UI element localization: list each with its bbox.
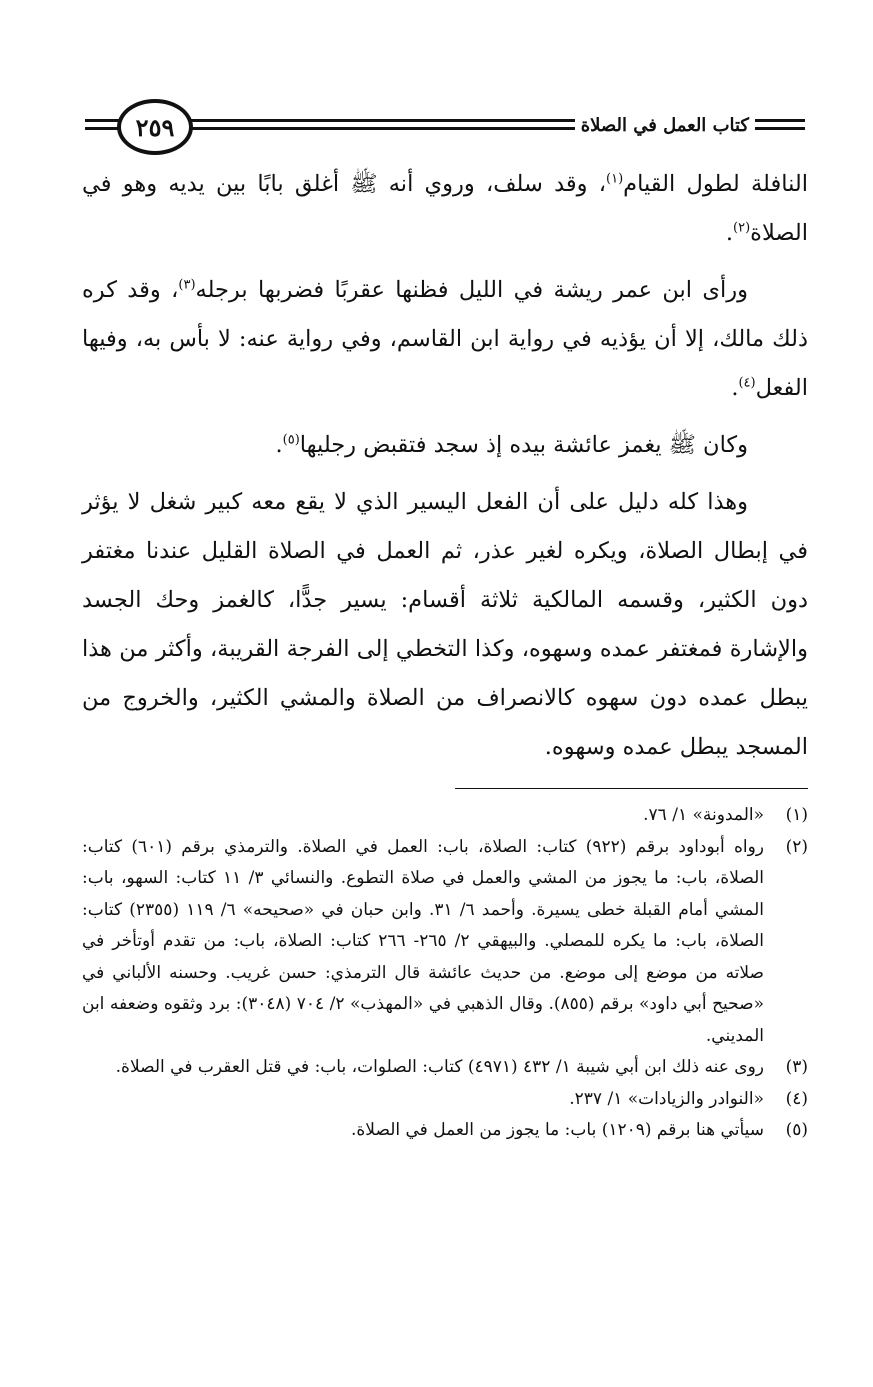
p3-text-c: . — [275, 432, 283, 458]
footnote-number: (٥) — [785, 1120, 808, 1140]
footnotes — [82, 800, 808, 1147]
footnote-text: سيأتي هنا برقم (١٢٠٩) باب: ما يجوز من العمل في الصلاة. — [351, 1120, 764, 1140]
page-header — [85, 95, 805, 161]
p2-text-b: ، وقد كره ذلك مالك، إلا أن يؤذيه في رواية ابن القاسم، وفي رواية عنه: لا بأس به، وفيها الفعل — [82, 277, 809, 401]
p2-text-a: ورأى ابن عمر ريشة في الليل فظنها عقربًا فضربها برجله — [195, 277, 748, 303]
footnote-ref-2: (٢) — [733, 220, 751, 236]
footnote-text: رواه أبوداود برقم (٩٢٢) كتاب: الصلاة، باب: العمل في الصلاة. والترمذي برقم (٦٠١) كتاب: الصلاة، باب: ما يجوز من المشي والعمل في صلاة التطوع. والنسائي ٣/ ١١ كتاب: السهو، باب: المشي أمام القبلة خطى يسيرة. وأحمد ٦/ ٣١. وابن حبان في «صحيحه» ٦/ ١١٩ (٢٣٥٥) كتاب: الصلاة، باب: ما يكره للمصلي. والبيهقي ٢/ ٢٦٥- ٢٦٦ كتاب: الصلاة، باب: من تقدم أوتأخر في صلاته من موضع إلى موضع. من حديث عائشة قال الترمذي: حسن غريب. وحسنه الألباني في «صحيح أبي داود» برقم (٨٥٥). وقال الذهبي في «المهذب» ٢/ ٧٠٤ (٣٠٤٨): برد وثقوه وضعفه ابن المديني. — [82, 836, 764, 1046]
footnote-2 — [82, 832, 808, 1053]
paragraph-2 — [82, 266, 808, 413]
footnote-number: (٢) — [785, 836, 808, 857]
footnote-text: «النوادر والزيادات» ١/ ٢٣٧. — [569, 1088, 764, 1109]
p1-text-b: ، وقد سلف، وروي أنه ﷺ أغلق بابًا بين يديه وهو في الصلاة — [82, 171, 808, 246]
footnote-text: «المدونة» ١/ ٧٦. — [643, 805, 764, 825]
footnote-ref-4: (٤) — [738, 375, 756, 391]
footnote-3 — [82, 1052, 808, 1084]
page-number — [117, 99, 193, 155]
footnote-ref-1: (١) — [606, 171, 624, 187]
p1-text-a: النافلة لطول القيام — [623, 171, 809, 197]
footnote-number: (٣) — [785, 1057, 808, 1077]
paragraph-3 — [82, 421, 808, 470]
p1-text-c: . — [725, 220, 734, 246]
footnote-ref-5: (٥) — [282, 432, 300, 448]
p3-text-a: وكان ﷺ يغمز عائشة بيده إذ سجد فتقبض رجليها — [299, 432, 748, 458]
footnote-text: روى عنه ذلك ابن أبي شيبة ١/ ٤٣٢ (٤٩٧١) كتاب: الصلوات، باب: في قتل العقرب في الصلاة. — [115, 1057, 764, 1077]
footnote-number: (١) — [785, 805, 808, 825]
main-text — [82, 160, 808, 780]
paragraph-1 — [82, 160, 808, 258]
running-title: كتاب العمل في الصلاة — [575, 115, 755, 136]
footnote-5 — [82, 1115, 808, 1147]
footnote-4 — [82, 1084, 808, 1116]
p2-text-c: . — [731, 375, 739, 401]
footnote-separator — [455, 788, 808, 789]
footnote-ref-3: (٣) — [178, 277, 196, 293]
paragraph-4: وهذا كله دليل على أن الفعل اليسير الذي لا يقع معه كبير شغل لا يؤثر في إبطال الصلاة، ويكره لغير عذر، ثم العمل في الصلاة القليل عندنا مغتفر دون الكثير، وقسمه المالكية ثلاثة أقسام: يسير جدًّا، كالغمز وحك الجسد والإشارة فمغتفر عمده وسهوه، وكذا التخطي إلى الفرجة القريبة، وأكثر من هذا يبطل عمده دون سهوه كالانصراف من الصلاة والمشي الكثير، والخروج من المسجد يبطل عمده وسهوه. — [82, 489, 808, 760]
footnote-number: (٤) — [785, 1088, 808, 1109]
footnote-1 — [82, 800, 808, 832]
page-number-text: ٢٥٩ — [135, 112, 175, 142]
